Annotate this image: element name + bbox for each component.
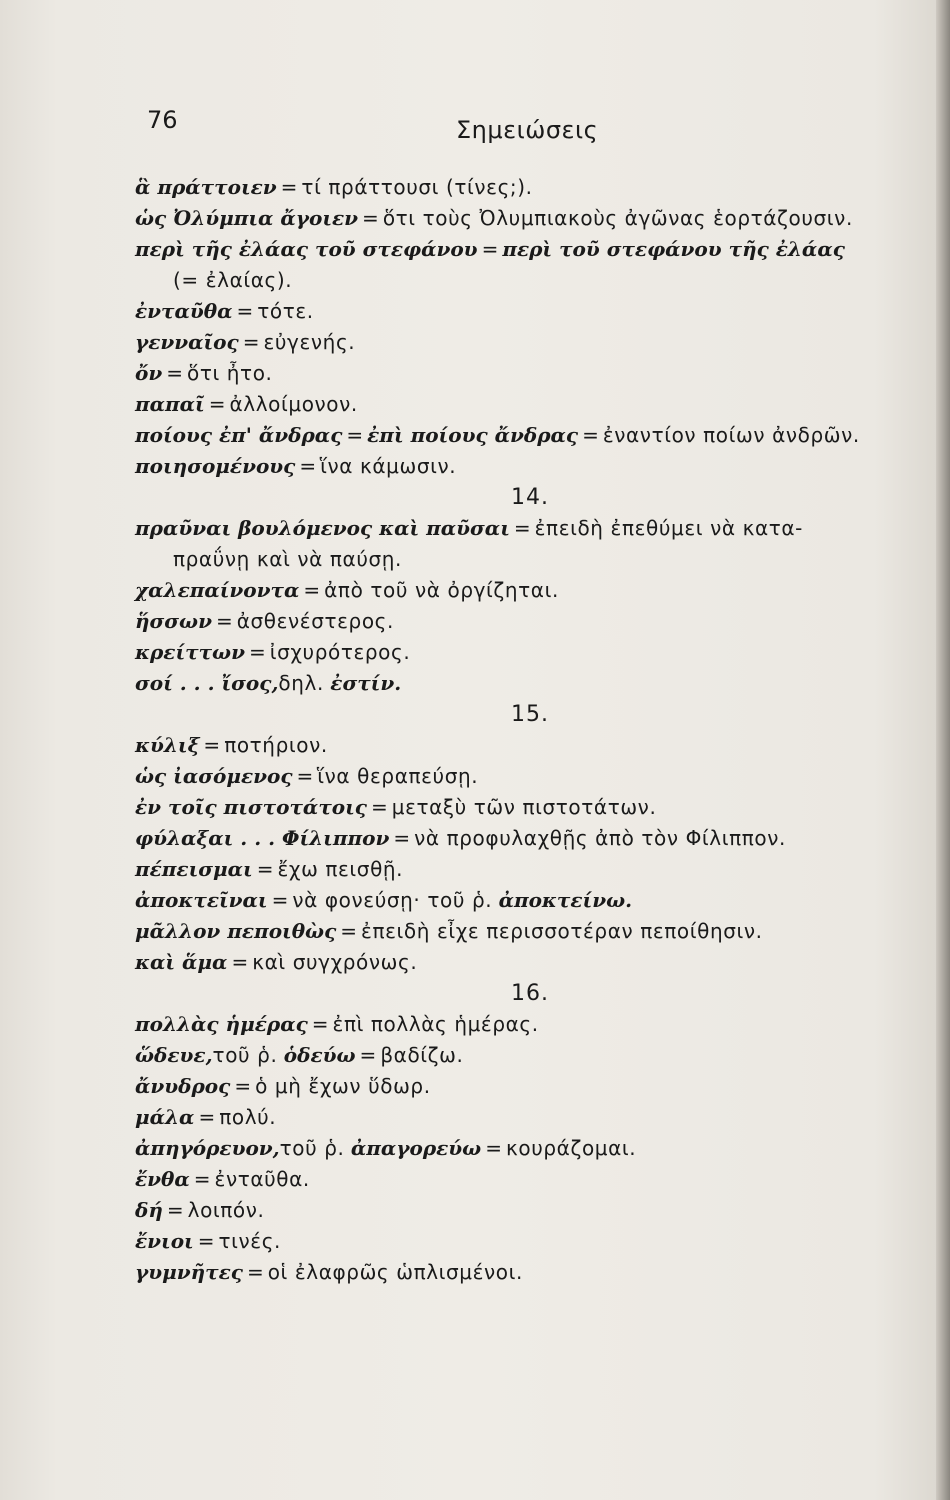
greek-term: ὄν — [135, 361, 163, 385]
equals-sign: = — [198, 1105, 216, 1129]
greek-term: ἐστίν. — [330, 671, 402, 695]
equals-sign: = — [303, 578, 321, 602]
note-entry — [135, 296, 905, 327]
equals-sign: = — [166, 1198, 184, 1222]
note-continuation — [135, 544, 905, 575]
greek-term: μᾶλλον πεποιθὼς — [135, 919, 337, 943]
equals-sign: = — [166, 361, 183, 385]
equals-sign: = — [513, 516, 531, 540]
greek-term: χαλεπαίνοντα — [135, 578, 300, 602]
note-entry — [135, 1257, 905, 1288]
definition: τινές. — [218, 1229, 281, 1253]
note-entry — [135, 203, 905, 234]
greek-term: κρείττων — [135, 640, 245, 664]
definition: ἰσχυρότερος. — [269, 640, 411, 664]
note-entry — [135, 451, 905, 482]
equals-sign: = — [215, 609, 233, 633]
equals-sign: = — [582, 423, 599, 447]
greek-term: ὡς Ὀλύμπια ἄγοιεν — [135, 206, 359, 230]
greek-term: ὥδευε, — [135, 1043, 213, 1067]
greek-term: πέπεισμαι — [135, 857, 253, 881]
equals-sign: = — [346, 423, 364, 447]
greek-term: περὶ τῆς ἐλάας τοῦ στεφάνου — [135, 237, 478, 261]
greek-term: δή — [135, 1198, 163, 1222]
equals-sign: = — [362, 206, 379, 230]
equals-sign: = — [359, 1043, 377, 1067]
note-entry — [135, 1195, 905, 1226]
note-entry — [135, 885, 905, 916]
equals-sign: = — [197, 1229, 215, 1253]
definition: ἵνα κάμωσιν. — [320, 454, 457, 478]
equals-sign: = — [234, 1074, 252, 1098]
note-entry — [135, 761, 905, 792]
equals-sign: = — [248, 640, 266, 664]
greek-term: ὡς ἰασόμενος — [135, 764, 293, 788]
page-number: 76 — [147, 106, 178, 134]
definition: ἐπὶ πολλὰς ἡμέρας. — [332, 1012, 539, 1036]
equals-sign: = — [193, 1167, 211, 1191]
note-entry — [135, 358, 905, 389]
note-entry — [135, 327, 905, 358]
greek-term: γυμνῆτες — [135, 1260, 243, 1284]
equals-sign: = — [340, 919, 358, 943]
note-entry — [135, 792, 905, 823]
definition: ἀπὸ τοῦ νὰ ὀργίζηται. — [324, 578, 559, 602]
note-entry — [135, 172, 905, 203]
equals-sign: = — [299, 454, 317, 478]
definition: ἔχω πεισθῇ. — [277, 857, 404, 881]
definition: ποτήριον. — [224, 733, 328, 757]
greek-term: μάλα — [135, 1105, 195, 1129]
definition: μεταξὺ τῶν πιστοτάτων. — [391, 795, 657, 819]
note-entry — [135, 1040, 905, 1071]
section-number: 15. — [511, 702, 549, 727]
definition: καὶ συγχρόνως. — [252, 950, 418, 974]
greek-term: ἀπαγορεύω — [350, 1136, 482, 1160]
definition: τοῦ ῥ. — [212, 1043, 278, 1067]
notes-list — [135, 172, 905, 1288]
greek-term: ἐπὶ ποίους ἄνδρας — [367, 423, 579, 447]
definition: νὰ φονεύσῃ· τοῦ ῥ. — [292, 888, 493, 912]
note-entry — [135, 823, 905, 854]
equals-sign: = — [280, 175, 298, 199]
note-entry — [135, 730, 905, 761]
equals-sign: = — [311, 1012, 329, 1036]
greek-term: ἄνυδρος — [135, 1074, 231, 1098]
greek-term: ἀπηγόρευον, — [135, 1136, 280, 1160]
page-edge — [936, 0, 950, 1500]
greek-term: καὶ ἅμα — [135, 950, 228, 974]
definition: βαδίζω. — [380, 1043, 464, 1067]
greek-term: ἔνιοι — [135, 1229, 194, 1253]
greek-term: παπαῖ — [135, 392, 205, 416]
definition: λοιπόν. — [187, 1198, 265, 1222]
definition: ἀσθενέστερος. — [236, 609, 394, 633]
equals-sign: = — [203, 733, 221, 757]
note-entry — [135, 637, 905, 668]
definition: εὐγενής. — [263, 330, 356, 354]
greek-term: ἃ πράττοιεν — [135, 175, 277, 199]
definition: ἀλλοίμονον. — [229, 392, 358, 416]
note-continuation — [135, 265, 905, 296]
note-entry — [135, 1009, 905, 1040]
equals-sign: = — [256, 857, 274, 881]
definition: νὰ προφυλαχθῇς ἀπὸ τὸν Φίλιππον. — [414, 826, 786, 850]
equals-sign: = — [246, 1260, 264, 1284]
note-entry — [135, 854, 905, 885]
definition: οἱ ἐλαφρῶς ὡπλισμένοι. — [267, 1260, 523, 1284]
equals-sign: = — [370, 795, 388, 819]
section-number: 14. — [511, 485, 549, 510]
equals-sign: = — [231, 950, 249, 974]
equals-sign: = — [242, 330, 260, 354]
equals-sign: = — [271, 888, 289, 912]
section-number: 16. — [511, 981, 549, 1006]
note-entry — [135, 668, 905, 699]
running-head: Σημειώσεις — [456, 116, 599, 144]
greek-term: περὶ τοῦ στεφάνου τῆς ἐλάας — [502, 237, 845, 261]
greek-term: ἐν τοῖς πιστοτάτοις — [135, 795, 367, 819]
greek-term: ἐνταῦθα — [135, 299, 233, 323]
greek-term: κύλιξ — [135, 733, 200, 757]
definition: πραΰνῃ καὶ νὰ παύσῃ. — [173, 547, 403, 571]
definition: ἐπειδὴ ἐπεθύμει νὰ κατα- — [534, 516, 803, 540]
definition: ἐναντίον ποίων ἀνδρῶν. — [602, 423, 860, 447]
greek-term: φύλαξαι . . . Φίλιππον — [135, 826, 390, 850]
definition: τί πράττουσι (τίνες;). — [301, 175, 533, 199]
definition: ὅτι ἦτο. — [186, 361, 273, 385]
definition: τότε. — [257, 299, 314, 323]
equals-sign: = — [393, 826, 411, 850]
equals-sign: = — [296, 764, 314, 788]
greek-term: ἔνθα — [135, 1167, 190, 1191]
definition: πολύ. — [219, 1105, 277, 1129]
note-entry — [135, 947, 905, 978]
equals-sign: = — [236, 299, 254, 323]
note-entry — [135, 1133, 905, 1164]
greek-term: ἥσσων — [135, 609, 212, 633]
greek-term: ἀποκτεῖναι — [135, 888, 268, 912]
greek-term: σοί . . . ἴσος, — [135, 671, 279, 695]
greek-term: γενναῖος — [135, 330, 239, 354]
greek-term: ποιησομένους — [135, 454, 296, 478]
note-entry — [135, 1164, 905, 1195]
note-entry — [135, 575, 905, 606]
note-entry — [135, 389, 905, 420]
definition: ἐπειδὴ εἶχε περισσοτέραν πεποίθησιν. — [361, 919, 763, 943]
definition: (= ἐλαίας). — [173, 268, 293, 292]
note-entry — [135, 1102, 905, 1133]
equals-sign: = — [485, 1136, 502, 1160]
note-entry — [135, 513, 905, 544]
definition: ὁ μὴ ἔχων ὕδωρ. — [255, 1074, 431, 1098]
greek-term: ὁδεύω — [283, 1043, 356, 1067]
definition: κουράζομαι. — [505, 1136, 637, 1160]
greek-term: ἀποκτείνω. — [498, 888, 633, 912]
equals-sign: = — [208, 392, 226, 416]
greek-term: ποίους ἐπ' ἄνδρας — [135, 423, 343, 447]
greek-term: πραῦναι βουλόμενος καὶ παῦσαι — [135, 516, 510, 540]
equals-sign: = — [481, 237, 499, 261]
definition: τοῦ ῥ. — [279, 1136, 345, 1160]
note-entry — [135, 1071, 905, 1102]
definition: ἵνα θεραπεύσῃ. — [317, 764, 479, 788]
definition: δηλ. — [278, 671, 324, 695]
note-entry — [135, 1226, 905, 1257]
note-entry — [135, 234, 905, 265]
note-entry — [135, 420, 905, 451]
definition: ἐνταῦθα. — [214, 1167, 310, 1191]
note-entry — [135, 916, 905, 947]
definition: ὅτι τοὺς Ὀλυμπιακοὺς ἀγῶνας ἑορτάζουσιν. — [382, 206, 853, 230]
note-entry — [135, 606, 905, 637]
greek-term: πολλὰς ἡμέρας — [135, 1012, 308, 1036]
